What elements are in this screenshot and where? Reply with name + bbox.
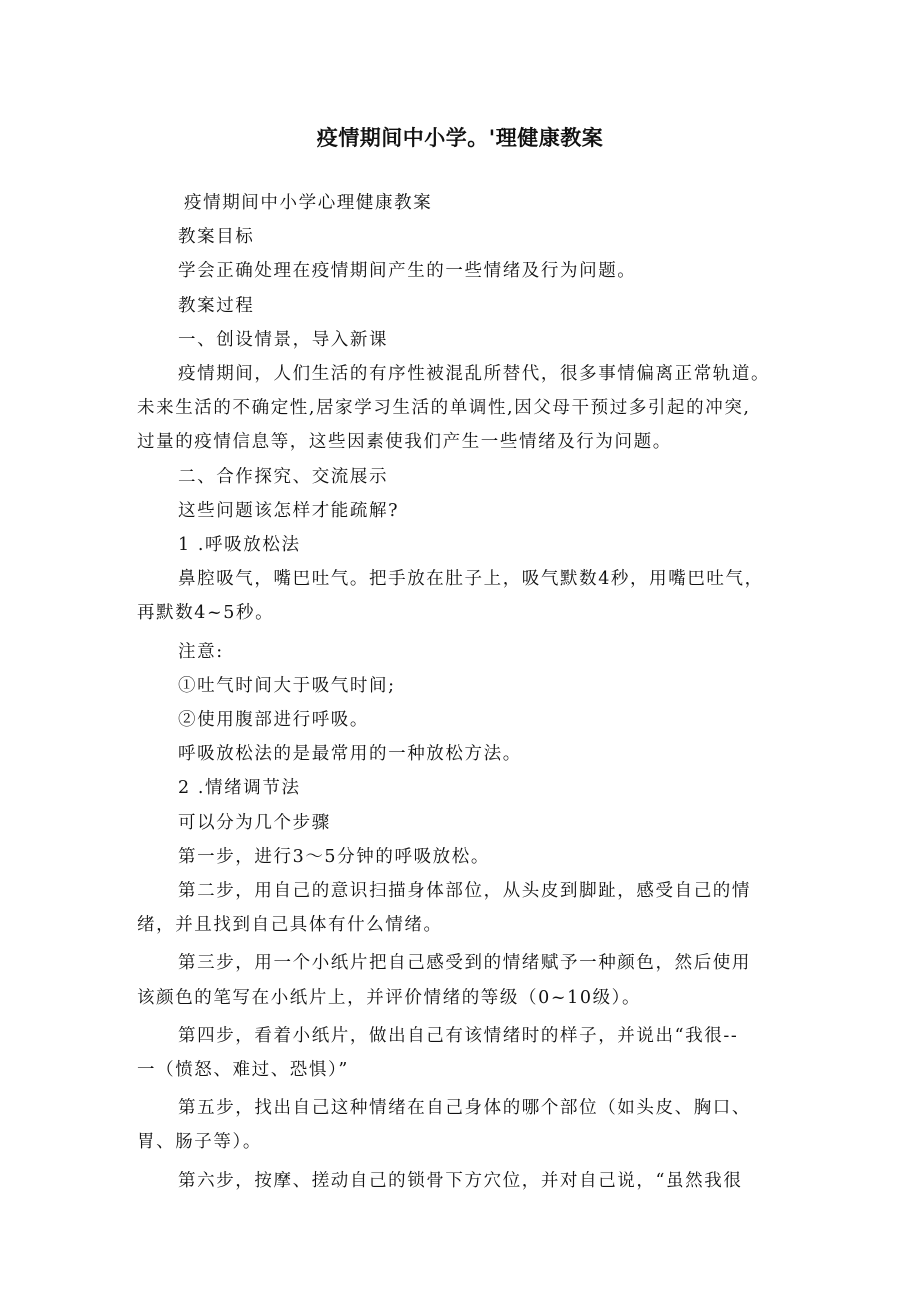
paragraph-line: 疫情期间，人们生活的有序性被混乱所替代，很多事情偏离正常轨道。 [178, 364, 771, 385]
paragraph-line: 这些问题该怎样才能疏解? [178, 500, 400, 521]
paragraph-line: 可以分为几个步骤 [178, 812, 331, 833]
step-line: 第三步，用一个小纸片把自己感受到的情绪赋予一种颜色，然后使用 [178, 953, 751, 974]
step-line: 胃、肠子等）。 [137, 1132, 262, 1153]
note-item: ②使用腹部进行呼吸。 [178, 710, 369, 731]
document-body [137, 186, 797, 1198]
method-heading-breathing: 1 .呼吸放松法 [178, 535, 301, 556]
section-heading-process: 教案过程 [178, 295, 255, 316]
paragraph-line: 呼吸放松法的是最常用的一种放松方法。 [178, 744, 522, 765]
paragraph-line: 未来生活的不确定性,居家学习生活的单调性,因父母干预过多引起的冲突, [137, 398, 751, 419]
step-line: 绪，并且找到自己具体有什么情绪。 [137, 915, 443, 936]
document-title: 疫情期间中小学。'理健康教案 [316, 126, 604, 150]
paragraph-line: 鼻腔吸气，嘴巴吐气。把手放在肚子上，吸气默数4秒，用嘴巴吐气， [178, 569, 764, 590]
note-item: ①吐气时间大于吸气时间; [178, 675, 396, 696]
paragraph-line: 再默数4~5秒。 [137, 603, 275, 624]
paragraph-goal: 学会正确处理在疫情期间产生的一些情绪及行为问题。 [178, 261, 637, 282]
step-line: 第二步，用自己的意识扫描身体部位，从头皮到脚趾，感受自己的情 [178, 881, 751, 902]
note-heading: 注意: [178, 641, 224, 662]
step-line: 第四步，看着小纸片，做出自己有该情绪时的样子，并说出“我很-- [178, 1025, 739, 1046]
section-heading-one: 一、创设情景，导入新课 [178, 329, 389, 350]
step-line: 该颜色的笔写在小纸片上，并评价情绪的等级（0~10级）。 [137, 987, 642, 1008]
section-heading-goal: 教案目标 [178, 227, 255, 248]
paragraph-subtitle: 疫情期间中小学心理健康教案 [184, 193, 433, 213]
step-line: 第五步，找出自己这种情绪在自己身体的哪个部位（如头皮、胸口、 [178, 1098, 751, 1119]
step-line: 第一步，进行3～5分钟的呼吸放松。 [178, 846, 490, 867]
section-heading-two: 二、合作探究、交流展示 [178, 466, 389, 487]
step-line: 一（愤怒、难过、恐惧）” [137, 1060, 349, 1081]
method-heading-emotion: 2 .情绪调节法 [178, 778, 301, 799]
paragraph-line: 过量的疫情信息等，这些因素使我们产生一些情绪及行为问题。 [137, 432, 672, 453]
step-line: 第六步，按摩、搓动自己的锁骨下方穴位，并对自己说，“虽然我很 [178, 1170, 743, 1191]
